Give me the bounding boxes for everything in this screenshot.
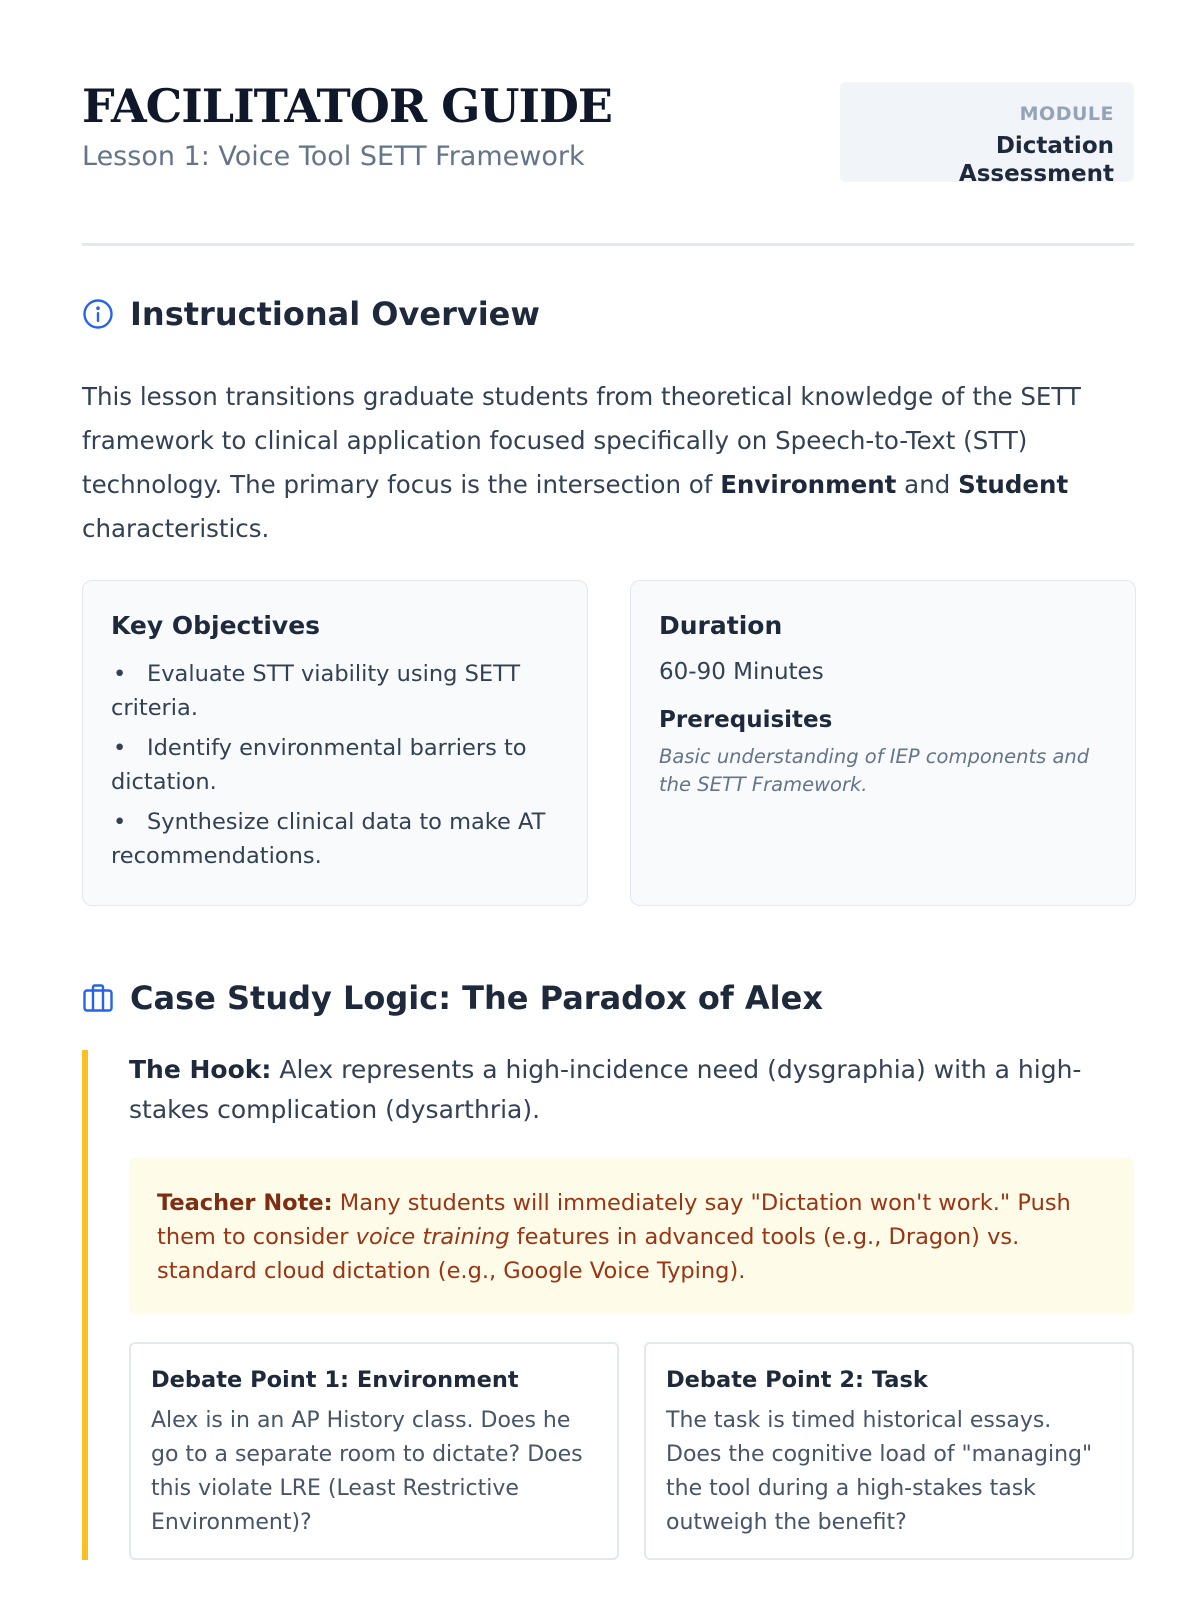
overview-text: and [896,470,959,499]
header-divider [82,243,1134,246]
overview-bold-environment: Environment [720,470,897,499]
teacher-note-italic: voice training [355,1224,510,1250]
hook-label: The Hook: [129,1055,272,1084]
key-objectives-card [82,580,588,906]
overview-text: characteristics. [82,514,270,543]
page-subtitle: Lesson 1: Voice Tool SETT Framework [82,141,585,172]
overview-bold-student: Student [958,470,1069,499]
duration-heading: Duration [659,611,783,640]
case-study-section-heading [82,978,823,1018]
debate-points [129,1342,1134,1560]
overview-paragraph [82,375,1142,551]
debate-title: Debate Point 2: Task [666,1367,928,1393]
teacher-note-text: features in advanced tools (e.g., Dragon) vs. standard cloud dictation (e.g., Google Voice Typing). [157,1224,1020,1284]
debate-card-task [644,1342,1134,1560]
page-title: FACILITATOR GUIDE [82,79,612,133]
page-header [82,80,1134,190]
duration-card [630,580,1136,906]
debate-text: The task is timed historical essays. Does the cognitive load of "managing" the tool during a high-stakes task outweigh the benefit? [666,1408,1093,1535]
teacher-note [129,1158,1134,1314]
module-badge [840,82,1134,187]
list-item: • Synthesize clinical data to make AT recommendations. [111,805,559,873]
overview-text: This lesson transitions graduate students from theoretical knowledge of the SETT framework to clinical application focused specifically on Speech-to-Text (STT) technology. The primary focus is the intersection of [82,382,1081,499]
overview-heading: Instructional Overview [130,295,540,333]
hook-paragraph [129,1050,1089,1130]
module-value: Dictation Assessment [958,133,1114,187]
debate-text: Alex is in an AP History class. Does he go to a separate room to dictate? Does this violate LRE (Least Restrictive Environment)? [151,1408,583,1535]
debate-title: Debate Point 1: Environment [151,1367,519,1393]
key-objectives-heading: Key Objectives [111,611,321,640]
module-label: MODULE [1019,103,1114,125]
info-circle-icon [82,298,114,330]
prerequisites-heading: Prerequisites [659,707,833,733]
list-item: • Evaluate STT viability using SETT criteria. [111,657,559,725]
duration-value: 60-90 Minutes [659,659,824,685]
case-study-block [82,1050,1134,1560]
debate-card-environment [129,1342,619,1560]
list-item: • Identify environmental barriers to dictation. [111,731,559,799]
teacher-note-text: Many students will immediately say "Dictation won't work." Push them to consider [157,1190,1071,1250]
case-study-heading: Case Study Logic: The Paradox of Alex [130,979,823,1017]
briefcase-icon [82,982,114,1014]
teacher-note-label: Teacher Note: [157,1190,333,1216]
hook-text: Alex represents a high-incidence need (dysgraphia) with a high-stakes complication (dysarthria). [129,1055,1082,1124]
overview-section-heading [82,294,540,334]
prerequisites-text: Basic understanding of IEP components and the SETT Framework. [659,745,1090,796]
objectives-list [111,657,559,873]
